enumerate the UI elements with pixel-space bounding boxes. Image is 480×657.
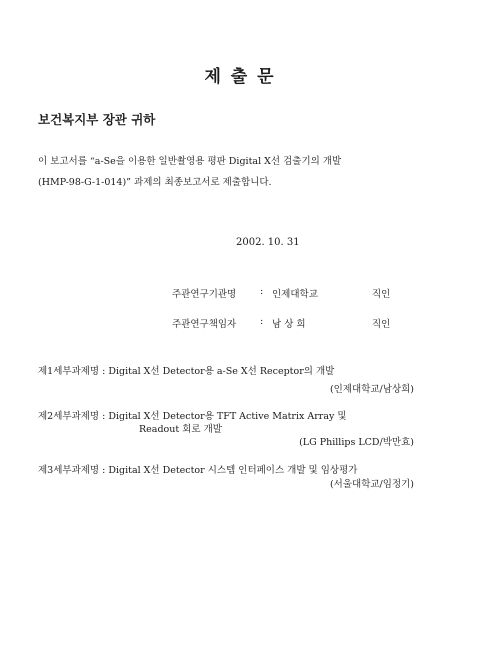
subtask-1-org: (인제대학교/남상희) (329, 384, 414, 395)
official-seal-text: 직인 (372, 319, 391, 330)
subtask-2-title: 제2세부과제명 : Digital X선 Detector용 TFT Active Matrix Array 및 (38, 411, 347, 422)
subtask-3-org: (서울대학교/임정기) (329, 479, 414, 490)
signature-colon: : (260, 316, 264, 327)
lead-institution-name: 인제대학교 (272, 289, 318, 300)
addressee: 보건복지부 장관 귀하 (38, 112, 156, 127)
lead-institution-label: 주관연구기관명 (172, 289, 237, 300)
official-seal-text: 직인 (372, 289, 391, 300)
principal-investigator-name: 남 상 희 (272, 319, 306, 330)
body-line-1: 이 보고서를 “a-Se을 이용한 일반촬영용 평판 Digital X선 검출기의 개발 (38, 156, 342, 167)
submission-date: 2002. 10. 31 (236, 237, 300, 248)
subtask-2-title-cont: Readout 회로 개발 (139, 424, 222, 435)
signature-colon: : (260, 286, 264, 297)
principal-investigator-label: 주관연구책임자 (172, 319, 237, 330)
subtask-3-title: 제3세부과제명 : Digital X선 Detector 시스템 인터페이스 개발 및 임상평가 (38, 465, 358, 476)
body-line-2: (HMP-98-G-1-014)” 과제의 최종보고서로 제출합니다. (38, 177, 272, 188)
document-title: 제 출 문 (204, 67, 276, 87)
subtask-2-org: (LG Phillips LCD/박만효) (299, 437, 414, 448)
subtask-1-title: 제1세부과제명 : Digital X선 Detector용 a-Se X선 Receptor의 개발 (38, 366, 335, 377)
